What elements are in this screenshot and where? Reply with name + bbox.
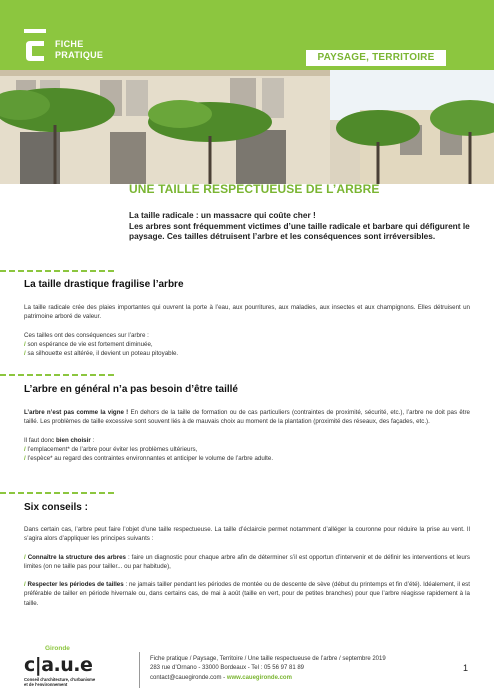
section3-body: [24, 525, 470, 608]
section1-bullet1: [24, 340, 470, 349]
lead-line2: Les arbres sont fréquemment victimes d’une taille radicale et barbare qui défigurent le paysage. Ces tailles détruisent l’arbre et les conséquences sont irréversibles.: [129, 220, 470, 242]
footer-line1: Fiche pratique / Paysage, Territoire / Une taille respectueuse de l’arbre / septembre 2019: [150, 656, 386, 662]
bullet-text: l’espèce* au regard des contraintes environnantes et anticiper le volume de l’arbre adulte.: [27, 455, 274, 463]
page-number: 1: [463, 663, 469, 673]
lead-line1: La taille radicale : un massacre qui coûte cher !: [129, 210, 316, 220]
section2-body: [24, 408, 470, 463]
section-six-conseils: [24, 502, 470, 515]
header-photo: [0, 70, 494, 184]
caue-logo: c|a.u.e: [24, 654, 93, 676]
slash-bullet-icon: /: [24, 350, 28, 358]
category-tab: PAYSAGE, TERRITOIRE: [306, 50, 446, 66]
section-pas-besoin: [24, 384, 470, 397]
section-divider: [0, 374, 116, 376]
bold-text: L’arbre n’est pas comme la vigne !: [24, 409, 129, 416]
slash-bullet-icon: /: [24, 445, 28, 453]
footer-line2: 283 rue d’Ornano - 33000 Bordeaux - Tel : 05 56 97 81 89: [150, 665, 304, 672]
slash-bullet-icon: /: [24, 455, 28, 463]
section-heading: L’arbre en général n’a pas besoin d’être taillé: [24, 384, 238, 395]
org-subtitle-line2: et de l’environnement: [24, 682, 68, 687]
section2-para2: [24, 436, 470, 445]
email-link[interactable]: contact@cauegironde.com: [150, 674, 222, 681]
section3-tip2: [24, 580, 470, 608]
bullet-text: sa silhouette est altérée, il devient un poteau pitoyable.: [27, 350, 179, 358]
section-taille-drastique: [24, 279, 470, 292]
footer-divider: [139, 652, 140, 688]
section-heading: La taille drastique fragilise l’arbre: [24, 279, 184, 290]
para-text: : faire un diagnostic pour chaque arbre afin de déterminer s’il est opportun d’intervenir et de définir les interventions et leurs limites (on ne taille pas pour tailler... ou par habitude),: [24, 553, 470, 570]
bold-text: Respecter les périodes de tailles: [27, 581, 124, 589]
section1-para1: La taille radicale crée des plaies importantes qui ouvrent la porte à l’eau, aux pourritures, aux maladies, aux insectes et aux champignons. Elles détruisent un patrimoine arboré de valeur.: [24, 304, 470, 321]
bullet-text: l’emplacement* de l’arbre pour éviter les problèmes ultérieurs,: [27, 445, 198, 453]
section1-bullet2: [24, 349, 470, 358]
fiche-label-line1: FICHE: [55, 39, 84, 49]
para-text: : ne jamais tailler pendant les périodes de montée ou de descente de sève (début du printemps et fin d’été). Idéalement, il est préférable de tailler en période hivernale ou, dans certains cas, de mai à août (taille en vert, pour de petites branches) pour que l’arbre réagisse rapidement à la taille.: [24, 581, 470, 607]
bold-text: Connaître la structure des arbres: [27, 553, 126, 561]
slash-bullet-icon: /: [24, 581, 28, 589]
slash-bullet-icon: /: [24, 340, 28, 348]
footer-info: [150, 655, 386, 683]
para-text: En dehors de la taille de formation ou de cas particuliers (contraintes de proximité, sécurité, etc.), l’arbre ne doit pas être taillé. Les problèmes de taille excessive sont souvent liés à de mauvais choix au moment de la plantation (proximité des réseaux, des façades, etc.).: [24, 409, 470, 426]
website-link[interactable]: www.cauegironde.com: [226, 674, 292, 681]
caue-c-logo-icon: [24, 29, 46, 63]
section3-para1: Dans certain cas, l’arbre peut faire l’objet d’une taille respectueuse. La taille d’éclaircie permet notamment d’alléger la couronne pour réduire la prise au vent. Il s’agira alors d’appliquer les principes suivants :: [24, 526, 470, 543]
fiche-pratique-label: [55, 39, 103, 61]
org-subtitle-line1: Conseil d’architecture, d’urbanisme: [24, 677, 96, 682]
footer-line3: [150, 674, 386, 683]
header-band: [0, 0, 494, 70]
org-subtitle: [24, 677, 95, 687]
bold-text: bien choisir: [56, 436, 91, 444]
bullet-text: son espérance de vie est fortement diminuée,: [27, 340, 153, 348]
section1-para2: Ces tailles ont des conséquences sur l’arbre :: [24, 331, 149, 339]
section2-bullet1: [24, 445, 470, 454]
org-region: Gironde: [45, 645, 70, 652]
para-text: :: [90, 436, 95, 444]
para-text: Il faut donc: [24, 436, 56, 444]
page-title: UNE TAILLE RESPECTUEUSE DE L’ARBRE: [129, 182, 380, 196]
section2-bullet2: [24, 454, 470, 463]
slash-bullet-icon: /: [24, 553, 28, 561]
street-trees-photo: [0, 70, 494, 184]
section-divider: [0, 270, 116, 272]
section1-body: [24, 303, 470, 358]
section-heading: Six conseils :: [24, 502, 88, 513]
section-divider: [0, 492, 116, 494]
lead-paragraph: [129, 210, 474, 242]
section2-para1: [24, 408, 470, 427]
fiche-label-line2: PRATIQUE: [55, 50, 104, 60]
footer-separator: -: [221, 674, 227, 681]
section3-tip1: [24, 553, 470, 572]
